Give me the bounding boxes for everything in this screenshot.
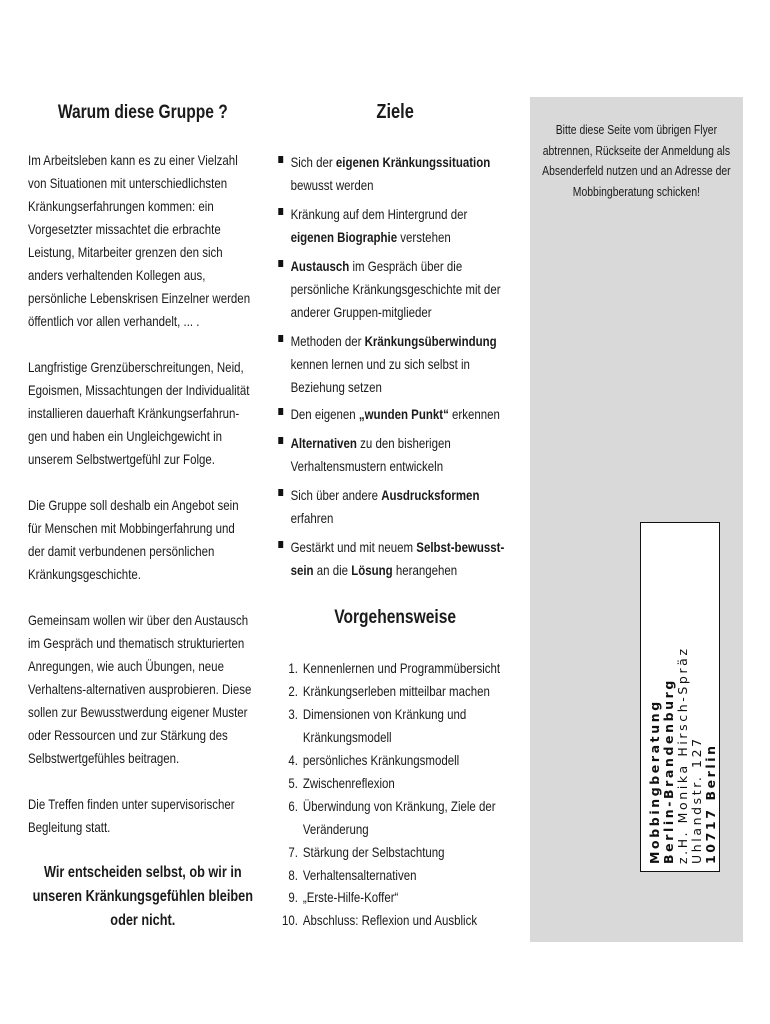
- procedure-line: „Erste-Hilfe-Koffer“: [302, 888, 399, 905]
- note-line: abtrennen, Rückseite der Anmeldung als: [542, 142, 731, 158]
- text-line: Langfristige Grenzüberschreitungen, Neid,: [28, 358, 244, 375]
- goal-emphasis: Lösung: [351, 561, 393, 578]
- procedure-item: [275, 841, 445, 864]
- bullet-icon: [278, 408, 283, 415]
- text-line: gen und haben ein Ungleichgewicht in: [28, 427, 223, 444]
- tear-off-note: [530, 120, 743, 203]
- goal-item: [275, 484, 479, 530]
- paragraph: [28, 356, 258, 471]
- goal-line: [291, 376, 497, 399]
- section-title-goals: Ziele: [376, 101, 414, 123]
- section-title-procedure: Vorgehensweise: [334, 607, 457, 628]
- bullet-icon: [278, 156, 283, 163]
- goal-emphasis: Selbst-bewusst-: [416, 538, 505, 555]
- goal-line: [291, 353, 497, 376]
- goal-line: [291, 301, 501, 324]
- procedure-line: Verhaltensalternativen: [302, 866, 417, 883]
- text-line: Gemeinsam wollen wir über den Austausch: [28, 611, 249, 628]
- procedure-number: 2.: [288, 682, 298, 699]
- note-line: Mobbingberatung schicken!: [572, 184, 700, 200]
- goal-item: [275, 255, 501, 324]
- goal-text: Beziehung setzen: [290, 378, 382, 395]
- goal-text: herangehen: [392, 561, 458, 578]
- procedure-line: Kränkungserleben mitteilbar machen: [302, 682, 490, 699]
- procedure-number: 10.: [281, 911, 298, 928]
- procedure-item: [275, 772, 395, 795]
- goal-line: [291, 432, 451, 455]
- paragraph: [28, 793, 258, 839]
- text-line: im Gespräch und thematisch strukturierten: [28, 634, 245, 651]
- bullet-icon: [278, 335, 283, 342]
- bullet-icon: [278, 489, 283, 496]
- procedure-item: [275, 795, 496, 841]
- text-line: Die Treffen finden unter supervisorischer: [28, 795, 235, 812]
- closing-line: Wir entscheiden selbst, ob wir in: [43, 864, 242, 881]
- text-line: für Menschen mit Mobbingerfahrung und: [28, 519, 235, 536]
- text-line: sollen zur Bewusstwerdung eigener Muster: [28, 703, 248, 720]
- goal-line: [291, 203, 468, 226]
- procedure-line: Kränkungsmodell: [302, 728, 392, 745]
- goal-item: [275, 403, 500, 426]
- text-line: anders verhaltenden Kollegen aus,: [28, 266, 206, 283]
- goal-line: [291, 507, 480, 530]
- goal-text: Gestärkt und mit neuem: [290, 538, 417, 555]
- goal-item: [275, 432, 451, 478]
- procedure-number: 6.: [288, 797, 298, 814]
- procedure-line: persönliches Kränkungsmodell: [302, 751, 460, 768]
- procedure-item: [275, 657, 500, 680]
- goal-text: erfahren: [290, 509, 334, 526]
- goal-item: [275, 330, 497, 399]
- goal-text: verstehen: [397, 228, 451, 245]
- goal-item: [275, 536, 504, 582]
- goal-text: Den eigenen: [290, 405, 359, 422]
- note-line: Bitte diese Seite vom übrigen Flyer: [555, 122, 718, 137]
- goal-emphasis: Kränkungsüberwindung: [364, 332, 497, 349]
- goal-emphasis: Ausdrucksformen: [381, 486, 480, 503]
- procedure-item: [275, 680, 490, 703]
- goal-line: [291, 330, 497, 353]
- goal-item: [275, 203, 467, 249]
- procedure-number: 9.: [288, 888, 298, 905]
- goal-text: erkennen: [448, 405, 500, 422]
- goal-text: an die: [313, 561, 352, 578]
- goal-text: kennen lernen und zu sich selbst in: [290, 355, 470, 372]
- bullet-icon: [278, 208, 283, 215]
- text-line: von Situationen mit unterschiedlichsten: [28, 174, 228, 191]
- text-line: Egoismen, Missachtungen der Individualität: [28, 381, 250, 398]
- address-line: 10717 Berlin: [703, 743, 718, 864]
- text-line: Im Arbeitsleben kann es zu einer Vielzahl: [28, 151, 238, 168]
- bullet-icon: [278, 437, 283, 444]
- text-line: oder Ressourcen und zur Stärkung des: [28, 726, 228, 743]
- text-line: Kränkungserfahrungen kommen: ein: [28, 197, 214, 214]
- goal-line: [291, 403, 500, 426]
- goal-text: im Gespräch über die: [349, 257, 463, 274]
- text-line: Vorgesetzter missachtet die erbrachte: [28, 220, 221, 237]
- goal-emphasis: „wunden Punkt“: [358, 405, 449, 422]
- left-column: [28, 0, 258, 1024]
- procedure-line: Überwindung von Kränkung, Ziele der: [302, 797, 496, 814]
- text-line: der damit verbundenen persönlichen: [28, 542, 215, 559]
- goal-text: Sich über andere: [290, 486, 382, 503]
- goal-text: persönliche Kränkungsgeschichte mit der: [290, 280, 501, 297]
- goal-line: [291, 484, 480, 507]
- text-line: Kränkungsgeschichte.: [28, 565, 141, 582]
- goal-text: Sich der: [290, 153, 336, 170]
- procedure-line: Zwischenreflexion: [302, 774, 395, 791]
- middle-column: [275, 0, 515, 1024]
- procedure-line: Dimensionen von Kränkung und: [302, 705, 467, 722]
- goal-line: [291, 255, 501, 278]
- goal-emphasis: Alternativen: [290, 434, 357, 451]
- paragraph: [28, 149, 258, 333]
- closing-line: oder nicht.: [110, 912, 176, 929]
- goal-emphasis: Austausch: [290, 257, 350, 274]
- procedure-item: [275, 909, 477, 932]
- goal-text: anderer Gruppen-mitglieder: [290, 303, 432, 320]
- goal-text: Methoden der: [290, 332, 365, 349]
- goal-text: bewusst werden: [290, 176, 374, 193]
- procedure-number: 1.: [288, 659, 298, 676]
- goal-line: [291, 151, 491, 174]
- text-line: installieren dauerhaft Kränkungserfahrun-: [28, 404, 240, 421]
- address-line: Mobbingberatung: [647, 699, 662, 864]
- procedure-item: [275, 886, 398, 909]
- goal-item: [275, 151, 490, 197]
- address-label: [640, 522, 720, 872]
- goal-line: [291, 278, 501, 301]
- paragraph: [28, 494, 258, 586]
- procedure-item: [275, 864, 416, 887]
- text-line: Die Gruppe soll deshalb ein Angebot sein: [28, 496, 239, 513]
- bullet-icon: [278, 541, 283, 548]
- procedure-line: Kennenlernen und Programmübersicht: [302, 659, 501, 676]
- section-title-why-group: Warum diese Gruppe ?: [57, 102, 228, 123]
- procedure-line: Abschluss: Reflexion und Ausblick: [302, 911, 478, 928]
- procedure-number: 4.: [288, 751, 298, 768]
- goal-line: [291, 174, 491, 197]
- address-line: Uhlandstr. 127: [689, 736, 704, 864]
- procedure-item: [275, 749, 459, 772]
- paragraph: [28, 609, 258, 770]
- goal-emphasis: eigenen Kränkungssituation: [335, 153, 491, 170]
- procedure-number: 7.: [288, 843, 298, 860]
- goal-emphasis: sein: [290, 561, 314, 578]
- goal-line: [291, 536, 505, 559]
- goal-line: [291, 226, 468, 249]
- goal-line: [291, 559, 505, 582]
- procedure-number: 5.: [288, 774, 298, 791]
- text-line: persönliche Lebenskrisen Einzelner werden: [28, 289, 251, 306]
- text-line: Begleitung statt.: [28, 818, 111, 835]
- goal-text: Kränkung auf dem Hintergrund der: [290, 205, 468, 222]
- bullet-icon: [278, 260, 283, 267]
- procedure-item: [275, 703, 466, 749]
- text-line: Verhaltens-alternativen ausprobieren. Diese: [28, 680, 252, 697]
- text-line: Anregungen, wie auch Übungen, neue: [28, 657, 224, 674]
- goal-emphasis: eigenen Biographie: [290, 228, 398, 245]
- procedure-line: Veränderung: [302, 820, 369, 837]
- procedure-number: 3.: [288, 705, 298, 722]
- text-line: Selbstwertgefühles beitragen.: [28, 749, 180, 766]
- goal-text: zu den bisherigen: [356, 434, 451, 451]
- closing-statement: [28, 861, 258, 933]
- goal-line: [291, 455, 451, 478]
- address-line: z.H. Monika Hirsch-Spräz: [675, 646, 690, 864]
- text-line: öffentlich vor allen verhandelt, ... .: [28, 312, 200, 329]
- text-line: unserem Selbstwertgefühl zur Folge.: [28, 450, 215, 467]
- procedure-line: Stärkung der Selbstachtung: [302, 843, 445, 860]
- text-line: Leistung, Mitarbeiter grenzen den sich: [28, 243, 223, 260]
- closing-line: unseren Kränkungsgefühlen bleiben: [32, 888, 253, 905]
- goal-text: Verhaltensmustern entwickeln: [290, 457, 444, 474]
- procedure-number: 8.: [288, 866, 298, 883]
- address-line: Berlin-Brandenburg: [661, 678, 676, 864]
- note-line: Absenderfeld nutzen und an Adresse der: [542, 163, 731, 179]
